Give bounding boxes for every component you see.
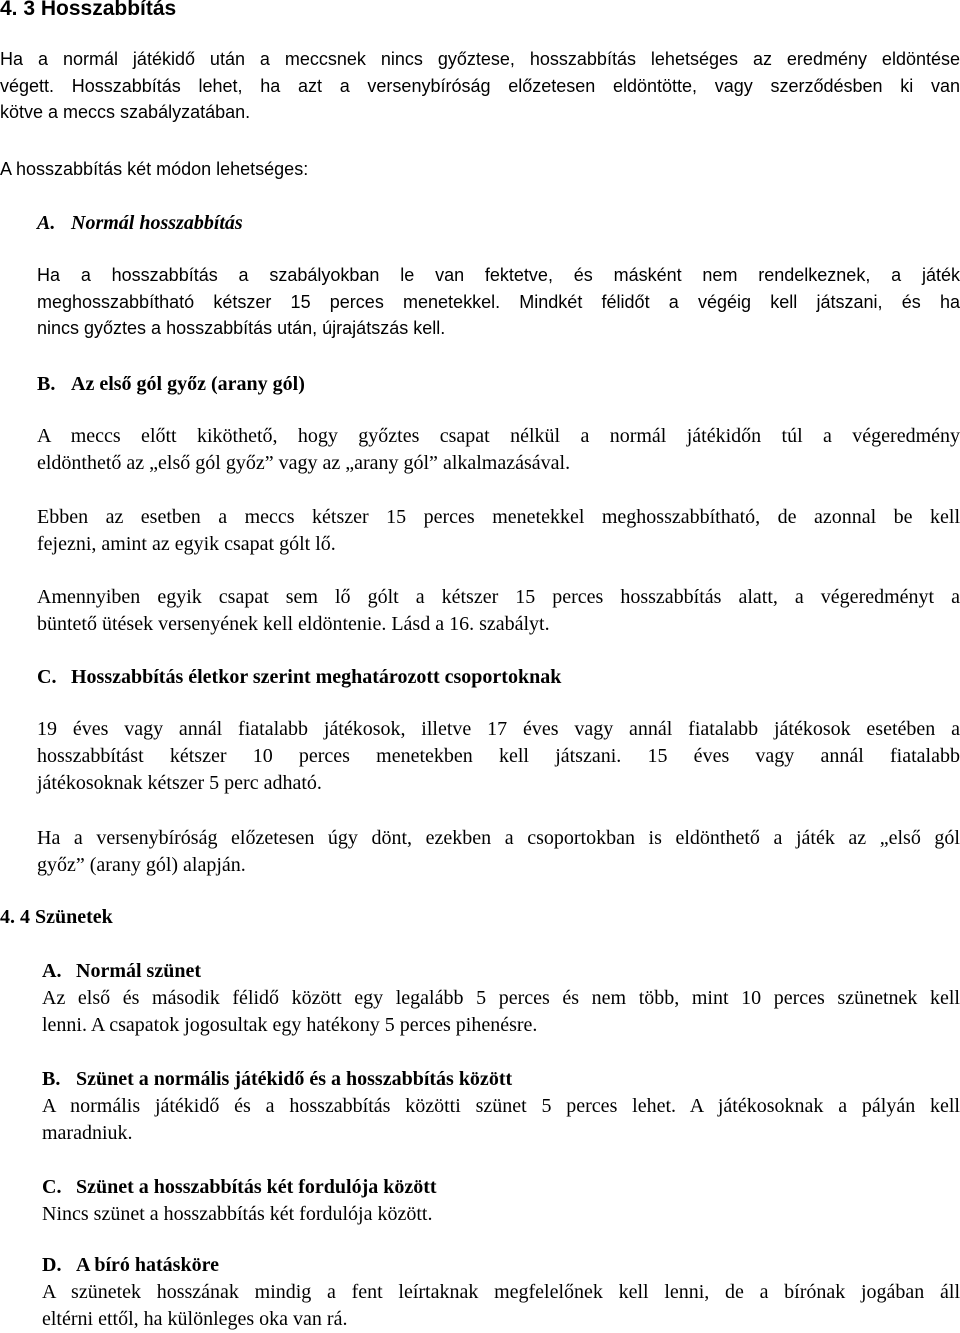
breaks-b-heading <box>42 1066 742 1092</box>
subsection-letter: A. <box>42 960 62 982</box>
paragraph-line: hosszabbítást kétszer 10 perces menetekben kell játszani. 15 éves vagy annál fiatalabb <box>37 745 960 767</box>
section-title-4-3: 4. 3 Hosszabbítás <box>0 0 177 20</box>
paragraph-line: maradniuk. <box>42 1122 133 1144</box>
paragraph-line: eltérni ettől, ha különleges oka van rá. <box>42 1308 348 1330</box>
subsection-letter: B. <box>37 373 56 395</box>
paragraph-line: A meccs előtt kiköthető, hogy győztes csapat nélkül a normál játékidőn túl a végeredmény <box>37 425 960 447</box>
subsection-c-paragraph-1 <box>37 716 960 797</box>
subsection-b-heading <box>37 371 637 397</box>
paragraph-line: Ha a hosszabbítás a szabályokban le van fektetve, és másként nem rendelkeznek, a játék <box>37 265 960 285</box>
intro-line: kötve a meccs szabályzatában. <box>0 102 251 122</box>
subsection-a-paragraph <box>37 262 960 342</box>
intro-paragraph <box>0 46 960 126</box>
paragraph-line: Ha a versenybíróság előzetesen úgy dönt, ezekben a csoportokban is eldönthető a játék az „első gól <box>37 827 960 849</box>
subsection-title: Szünet a hosszabbítás két fordulója között <box>76 1176 437 1198</box>
breaks-c-paragraph <box>42 1201 960 1228</box>
subsection-title: A bíró hatásköre <box>76 1254 219 1276</box>
subsection-c-heading <box>37 664 737 690</box>
subsection-title: Hosszabbítás életkor szerint meghatározott csoportoknak <box>71 666 562 688</box>
subsection-letter: C. <box>42 1176 62 1198</box>
paragraph-line: Az első és második félidő között egy legalább 5 perces és nem több, mint 10 perces szünetnek kell <box>42 987 960 1009</box>
ways-intro: A hosszabbítás két módon lehetséges: <box>0 159 309 179</box>
subsection-letter: D. <box>42 1254 62 1276</box>
paragraph-line: 19 éves vagy annál fiatalabb játékosok, illetve 17 éves vagy annál fiatalabb játékosok esetében a <box>37 718 960 740</box>
paragraph-line: nincs győztes a hosszabbítás után, újrajátszás kell. <box>37 318 446 338</box>
subsection-a-heading <box>37 210 637 236</box>
breaks-a-paragraph <box>42 985 960 1039</box>
paragraph-line: Nincs szünet a hosszabbítás két fordulója között. <box>42 1203 433 1225</box>
paragraph-line: Amennyiben egyik csapat sem lő gólt a kétszer 15 perces hosszabbítás alatt, a végeredményt a <box>37 586 960 608</box>
breaks-b-paragraph <box>42 1093 960 1147</box>
subsection-b-paragraph-3 <box>37 584 960 638</box>
paragraph-line: Ebben az esetben a meccs kétszer 15 perces menetekkel meghosszabbítható, de azonnal be kell <box>37 506 960 528</box>
breaks-d-heading <box>42 1252 742 1278</box>
breaks-c-heading <box>42 1174 742 1200</box>
paragraph-line: büntető ütések versenyének kell eldöntenie. Lásd a 16. szabályt. <box>37 613 550 635</box>
paragraph-line: A normális játékidő és a hosszabbítás közötti szünet 5 perces lehet. A játékosoknak a pályán kell <box>42 1095 960 1117</box>
breaks-d-paragraph <box>42 1279 960 1333</box>
subsection-title: Normál hosszabbítás <box>71 212 243 234</box>
subsection-title: Az első gól győz (arany gól) <box>71 373 305 395</box>
intro-line: végett. Hosszabbítás lehet, ha azt a versenybíróság előzetesen eldöntötte, vagy szerződésben ki van <box>0 75 960 96</box>
section-title-4-4: 4. 4 Szünetek <box>0 906 113 928</box>
paragraph-line: fejezni, amint az egyik csapat gólt lő. <box>37 533 336 555</box>
subsection-b-paragraph-2 <box>37 504 960 558</box>
subsection-letter: B. <box>42 1068 61 1090</box>
paragraph-line: meghosszabbítható kétszer 15 perces menetekkel. Mindkét félidőt a végéig kell játszani, és ha <box>37 291 960 312</box>
subsection-c-paragraph-2 <box>37 825 960 879</box>
paragraph-line: eldönthető az „első gól győz” vagy az „arany gól” alkalmazásával. <box>37 452 571 474</box>
paragraph-line: játékosoknak kétszer 5 perc adható. <box>37 772 322 794</box>
intro-line: Ha a normál játékidő után a meccsnek nincs győztese, hosszabbítás lehetséges az eredmény eldöntése <box>0 49 960 69</box>
subsection-title: Normál szünet <box>76 960 201 982</box>
paragraph-line: lenni. A csapatok jogosultak egy hatékony 5 perces pihenésre. <box>42 1014 538 1036</box>
subsection-letter: A. <box>37 212 56 234</box>
subsection-title: Szünet a normális játékidő és a hosszabbítás között <box>76 1068 513 1090</box>
paragraph-line: győz” (arany gól) alapján. <box>37 854 246 876</box>
breaks-a-heading <box>42 958 642 984</box>
subsection-b-paragraph-1 <box>37 423 960 477</box>
paragraph-line: A szünetek hosszának mindig a fent leírtaknak megfelelőnek kell lenni, de a bírónak jogában áll <box>42 1281 960 1303</box>
subsection-letter: C. <box>37 666 57 688</box>
